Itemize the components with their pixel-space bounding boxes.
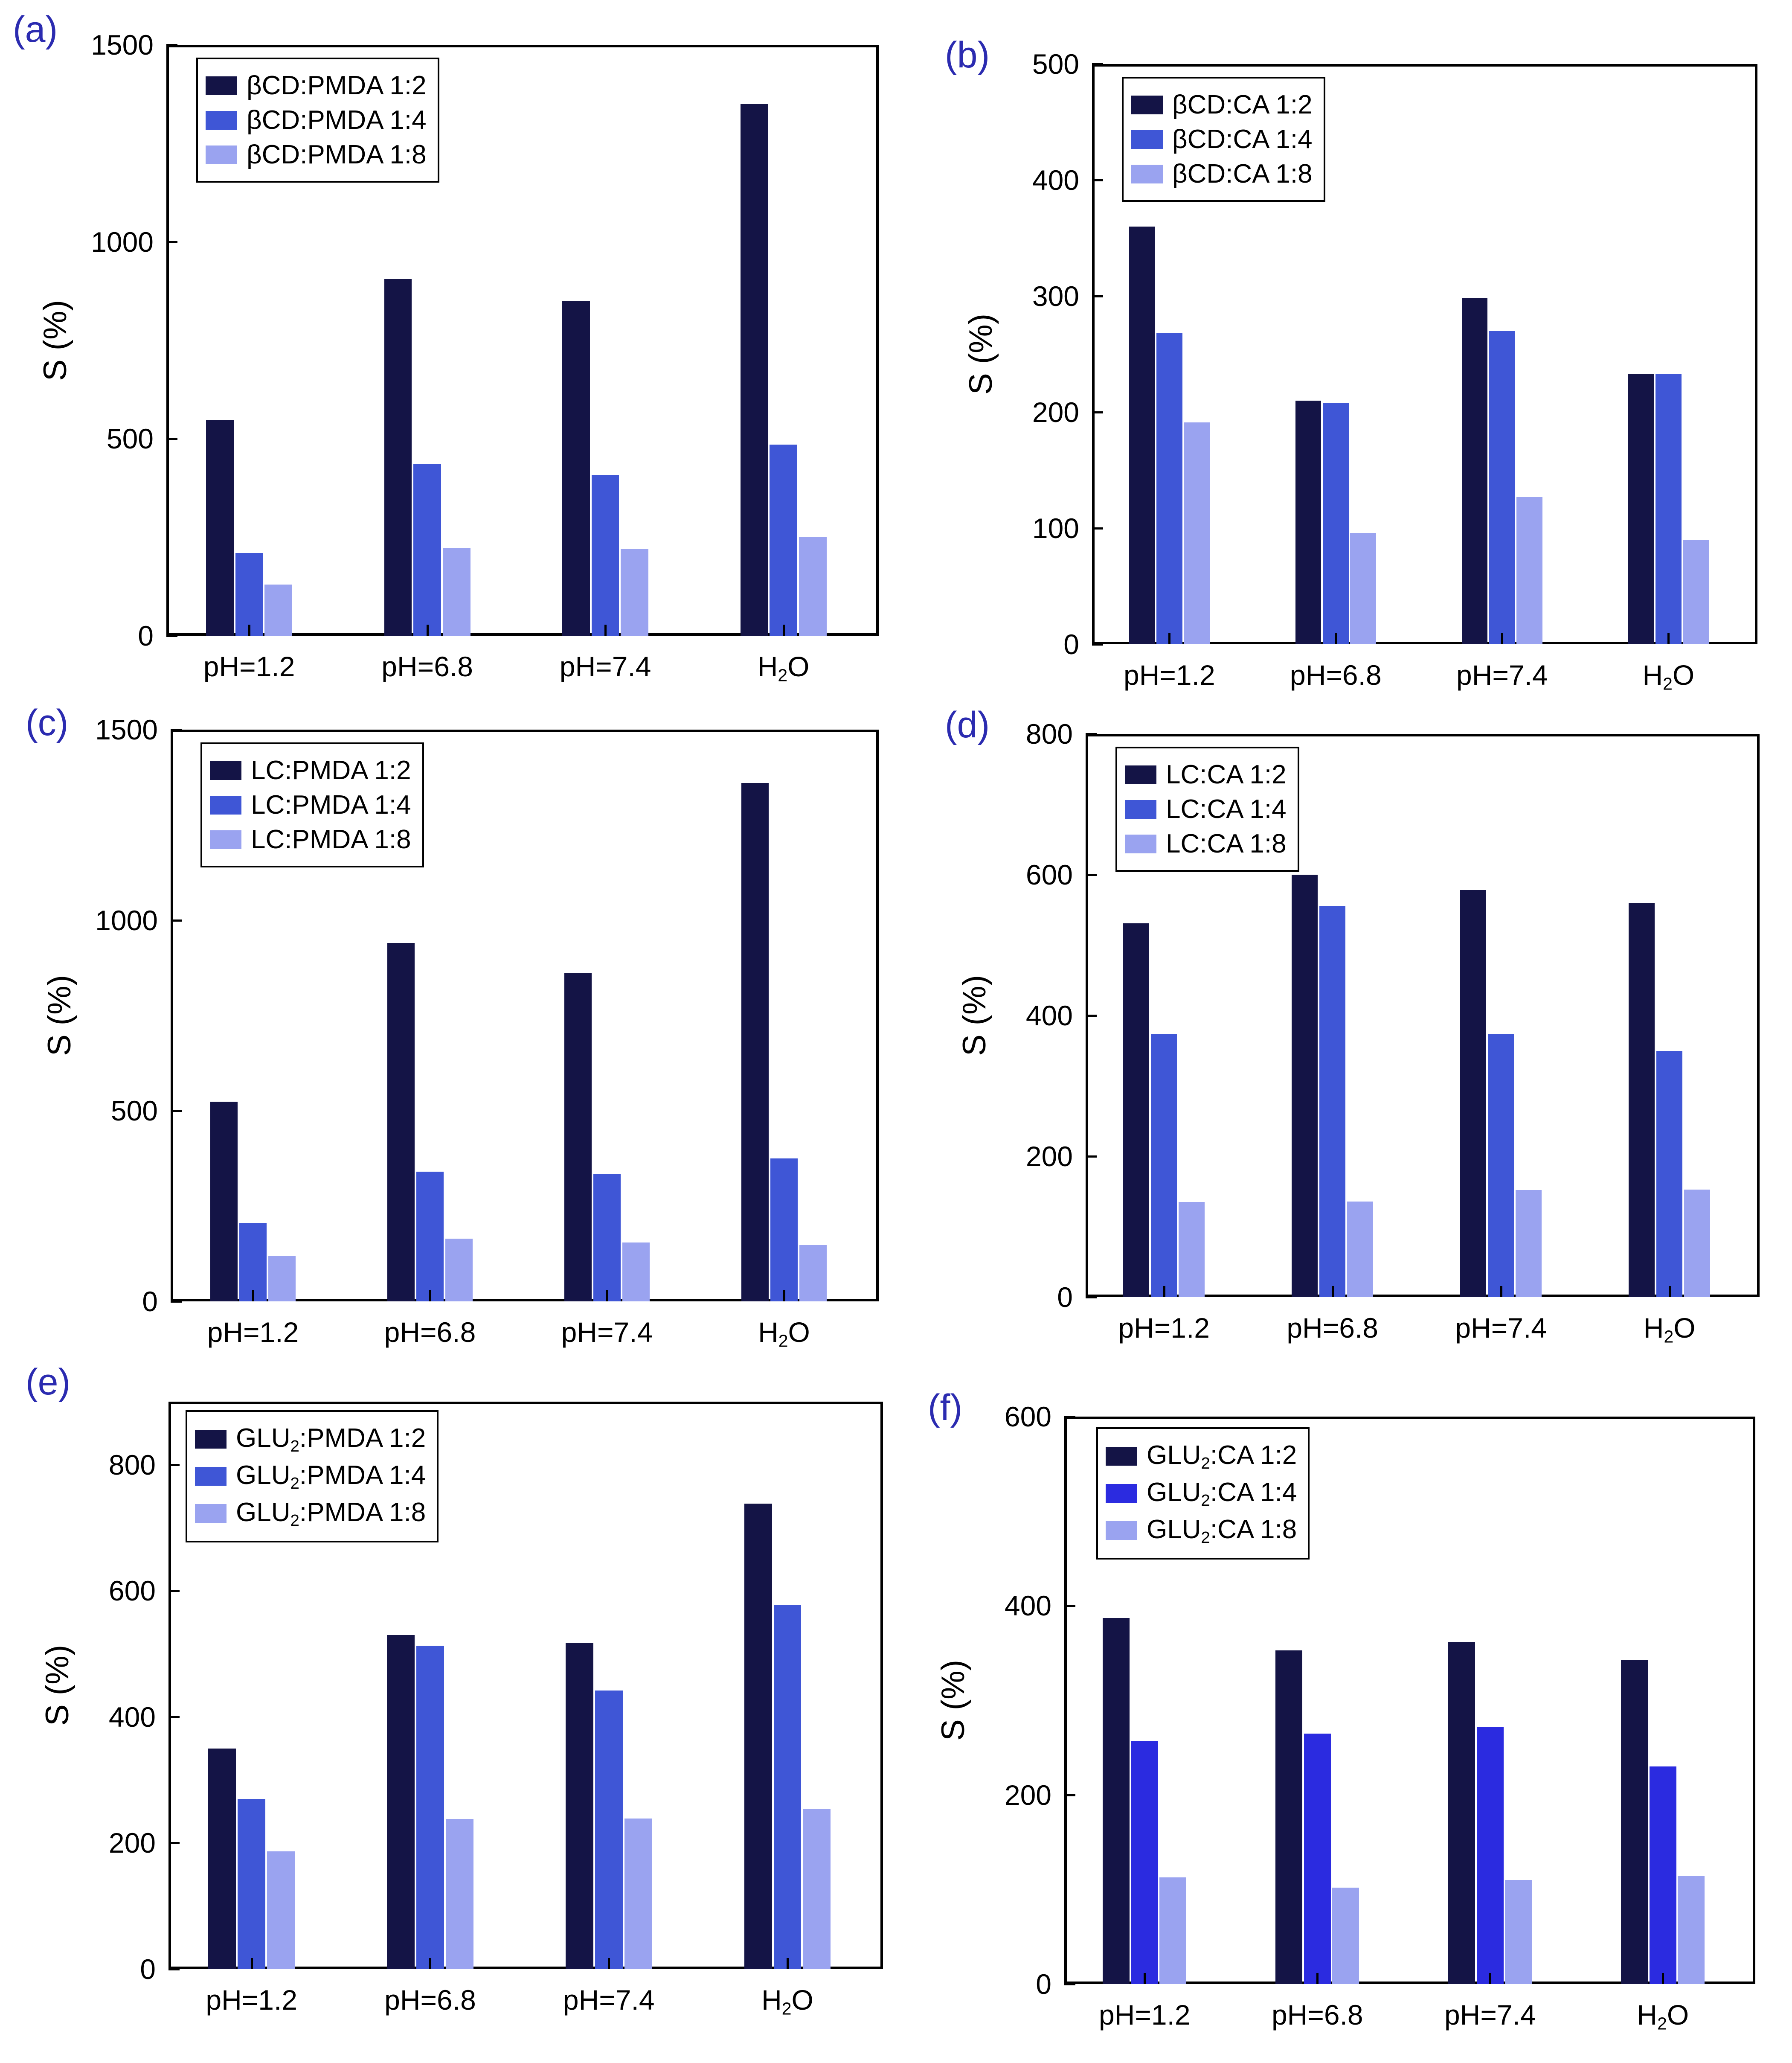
bar [268, 1256, 296, 1301]
x-tick-mark [1669, 1286, 1671, 1297]
y-tick-mark [171, 919, 182, 922]
bar [1179, 1202, 1205, 1297]
x-tick-mark [606, 1290, 608, 1301]
x-tick-mark [427, 625, 429, 636]
y-tick-label: 100 [1032, 512, 1079, 544]
legend-swatch [210, 761, 241, 780]
legend-item [1106, 1477, 1297, 1510]
x-tick-label: $H_2O$ [1643, 1312, 1696, 1347]
y-tick-label: 0 [1057, 1281, 1073, 1313]
legend-label: βCD:CA 1:4 [1172, 125, 1313, 154]
panel-tag-0: (a) [13, 9, 58, 50]
panel-tag-5: (f) [928, 1387, 963, 1428]
legend-swatch [1125, 835, 1156, 853]
bar [1684, 1190, 1710, 1297]
legend-label: $GLU_2:CA$ 1:4 [1147, 1477, 1297, 1510]
legend-swatch [206, 111, 237, 130]
y-axis-title-3: S (%) [956, 975, 993, 1056]
bar [1629, 903, 1655, 1297]
legend-item [1125, 794, 1287, 824]
bar [593, 1174, 621, 1301]
legend-1 [1122, 77, 1325, 202]
y-tick-mark [168, 1842, 180, 1844]
legend-item [1131, 124, 1313, 154]
bar [1448, 1642, 1475, 1984]
legend-5 [1096, 1427, 1310, 1560]
bar [774, 1605, 802, 1969]
legend-swatch [1125, 800, 1156, 819]
bar [592, 475, 619, 636]
x-tick-label: pH=6.8 [381, 651, 473, 682]
x-tick-mark [1144, 1973, 1146, 1984]
x-tick-label: pH=1.2 [1098, 1999, 1191, 2031]
bar [622, 1242, 650, 1301]
y-tick-label: 1500 [95, 714, 158, 745]
bar [446, 1819, 473, 1969]
legend-item [195, 1460, 426, 1493]
bar [624, 1819, 652, 1969]
y-tick-mark [168, 1716, 180, 1718]
bar [387, 943, 415, 1301]
legend-item [210, 755, 411, 786]
y-tick-mark [166, 44, 177, 46]
legend-label: βCD:PMDA 1:2 [247, 71, 427, 100]
bar [416, 1646, 444, 1969]
bar [1323, 403, 1348, 644]
y-tick-mark [1086, 733, 1097, 735]
bar [741, 104, 768, 636]
panel-tag-3: (d) [945, 704, 990, 745]
legend-item [195, 1423, 426, 1456]
bar [1131, 1741, 1158, 1984]
bar [1159, 1877, 1186, 1984]
bar [1655, 374, 1681, 644]
bar [239, 1223, 267, 1301]
x-tick-mark [1332, 1286, 1334, 1297]
panel-tag-4: (e) [26, 1362, 71, 1402]
legend-swatch [210, 796, 241, 815]
legend-4 [186, 1410, 439, 1542]
legend-swatch [210, 830, 241, 849]
bar [1347, 1202, 1373, 1297]
bar [210, 1102, 238, 1301]
x-tick-label: pH=6.8 [1290, 659, 1382, 691]
y-tick-mark [1092, 411, 1103, 413]
bar [1332, 1888, 1359, 1984]
x-tick-mark [1168, 633, 1170, 644]
y-tick-mark [1092, 63, 1103, 65]
legend-item [1106, 1514, 1297, 1547]
x-tick-mark [429, 1958, 431, 1969]
legend-item [1125, 759, 1287, 790]
bar [1505, 1880, 1532, 1984]
legend-item [1131, 159, 1313, 189]
bar [445, 1239, 473, 1301]
x-tick-mark [783, 1290, 785, 1301]
bar [1350, 533, 1376, 644]
bar [1151, 1034, 1177, 1297]
y-tick-label: 600 [108, 1575, 156, 1607]
x-tick-mark [1500, 1286, 1502, 1297]
legend-item [206, 105, 427, 135]
legend-swatch [195, 1430, 227, 1449]
legend-label: LC:CA 1:4 [1166, 794, 1287, 824]
y-axis-title-2: S (%) [41, 975, 78, 1056]
y-tick-label: 800 [108, 1449, 156, 1481]
y-tick-mark [1064, 1794, 1075, 1796]
legend-label: LC:PMDA 1:2 [251, 756, 411, 785]
x-tick-label: pH=6.8 [1287, 1312, 1379, 1344]
x-tick-mark [252, 1290, 254, 1301]
bar [1295, 401, 1321, 644]
bar [208, 1749, 236, 1969]
x-tick-label: $H_2O$ [757, 651, 810, 685]
legend-label: βCD:PMDA 1:8 [247, 140, 427, 169]
bar [1477, 1727, 1504, 1984]
y-axis-title-0: S (%) [37, 300, 73, 381]
bar [1488, 1034, 1514, 1297]
x-tick-mark [608, 1958, 610, 1969]
x-tick-mark [1335, 633, 1337, 644]
legend-label: LC:CA 1:8 [1166, 829, 1287, 858]
y-tick-mark [1064, 1983, 1075, 1985]
y-axis-title-4: S (%) [39, 1645, 76, 1726]
panel-tag-2: (c) [26, 702, 69, 743]
x-tick-mark [1662, 1973, 1664, 1984]
bar [1319, 906, 1345, 1297]
legend-swatch [1131, 165, 1163, 183]
bar [235, 553, 263, 636]
bar [1489, 331, 1515, 644]
bar [595, 1691, 623, 1969]
bar [1621, 1660, 1648, 1984]
y-tick-mark [1092, 643, 1103, 646]
x-tick-label: pH=1.2 [207, 1316, 299, 1348]
legend-swatch [1125, 765, 1156, 784]
bar [416, 1172, 444, 1301]
bar [238, 1799, 265, 1969]
legend-0 [196, 58, 439, 183]
y-tick-label: 1000 [91, 226, 154, 258]
bar [1129, 227, 1155, 644]
legend-swatch [1106, 1447, 1137, 1466]
y-tick-label: 600 [1025, 859, 1073, 890]
legend-label: $GLU_2:CA$ 1:8 [1147, 1514, 1297, 1547]
legend-swatch [1131, 96, 1163, 114]
y-tick-label: 200 [108, 1827, 156, 1859]
y-tick-mark [1086, 1296, 1097, 1298]
y-axis-title-5: S (%) [935, 1660, 971, 1741]
y-tick-mark [1092, 179, 1103, 181]
panel-tag-1: (b) [945, 35, 990, 76]
y-tick-label: 0 [140, 1953, 156, 1985]
y-tick-label: 1500 [91, 29, 154, 61]
y-tick-label: 400 [1004, 1590, 1051, 1622]
y-tick-mark [171, 1110, 182, 1112]
y-tick-mark [1086, 1155, 1097, 1158]
x-tick-label: $H_2O$ [1642, 659, 1695, 694]
bar [443, 548, 471, 636]
legend-label: $GLU_2:PMDA$ 1:4 [236, 1460, 426, 1493]
x-tick-label: $H_2O$ [761, 1984, 813, 2019]
x-tick-mark [783, 625, 785, 636]
y-tick-mark [171, 729, 182, 731]
x-tick-mark [248, 625, 250, 636]
legend-swatch [206, 145, 237, 164]
y-tick-mark [168, 1464, 180, 1466]
y-tick-label: 0 [138, 620, 154, 652]
legend-label: $GLU_2:PMDA$ 1:8 [236, 1497, 426, 1530]
x-tick-label: pH=7.4 [1456, 659, 1548, 691]
x-tick-label: pH=7.4 [1455, 1312, 1547, 1344]
bar [1304, 1734, 1331, 1984]
y-tick-mark [166, 438, 177, 440]
legend-label: LC:PMDA 1:4 [251, 790, 411, 820]
y-tick-mark [171, 1301, 182, 1303]
x-tick-label: pH=7.4 [563, 1984, 655, 2016]
legend-item [206, 140, 427, 170]
legend-swatch [1106, 1521, 1137, 1540]
bar [1184, 422, 1209, 644]
legend-item [210, 824, 411, 855]
x-tick-mark [1501, 633, 1503, 644]
bar [741, 783, 769, 1301]
bar [1516, 1190, 1542, 1297]
bar [264, 585, 292, 636]
x-tick-label: pH=6.8 [1271, 1999, 1363, 2031]
legend-swatch [1131, 130, 1163, 149]
legend-label: LC:PMDA 1:8 [251, 825, 411, 854]
x-tick-label: pH=7.4 [1444, 1999, 1536, 2031]
legend-item [210, 790, 411, 820]
x-tick-label: $H_2O$ [758, 1316, 810, 1351]
y-tick-label: 300 [1032, 280, 1079, 312]
x-tick-label: pH=1.2 [1118, 1312, 1210, 1344]
x-tick-mark [1489, 1973, 1491, 1984]
y-tick-label: 0 [1036, 1968, 1051, 2000]
x-tick-mark [429, 1290, 431, 1301]
x-tick-label: pH=6.8 [384, 1316, 476, 1348]
y-tick-label: 600 [1004, 1401, 1051, 1432]
legend-3 [1115, 747, 1299, 872]
x-tick-mark [787, 1958, 789, 1969]
y-tick-mark [1086, 1015, 1097, 1017]
bar [1292, 875, 1318, 1297]
y-axis-title-1: S (%) [963, 314, 999, 395]
bar [267, 1851, 295, 1969]
bar [799, 1245, 827, 1301]
y-tick-mark [1086, 874, 1097, 876]
x-tick-mark [1316, 1973, 1319, 1984]
y-tick-label: 400 [1032, 164, 1079, 196]
y-tick-label: 500 [106, 423, 154, 455]
legend-label: βCD:PMDA 1:4 [247, 105, 427, 135]
bar [413, 464, 441, 636]
y-tick-mark [1092, 527, 1103, 530]
legend-item [1106, 1440, 1297, 1473]
x-tick-mark [251, 1958, 253, 1969]
bar [1462, 298, 1487, 644]
legend-label: $GLU_2:PMDA$ 1:2 [236, 1423, 426, 1455]
legend-item [206, 70, 427, 101]
bar [387, 1635, 415, 1969]
y-tick-label: 500 [110, 1095, 158, 1127]
x-tick-label: pH=7.4 [561, 1316, 653, 1348]
y-tick-label: 800 [1025, 718, 1073, 750]
bar [770, 445, 797, 636]
bar [384, 279, 412, 636]
y-tick-mark [1092, 295, 1103, 297]
x-tick-label: pH=1.2 [1124, 659, 1215, 691]
bar [1683, 540, 1708, 644]
y-tick-label: 400 [1025, 1000, 1073, 1031]
bar [1678, 1876, 1705, 1984]
legend-label: βCD:CA 1:2 [1172, 90, 1313, 119]
x-tick-label: $H_2O$ [1637, 1999, 1689, 2034]
legend-2 [200, 742, 424, 867]
legend-item [1125, 829, 1287, 859]
y-tick-label: 200 [1025, 1141, 1073, 1172]
bar [1460, 890, 1486, 1297]
bar [1516, 497, 1542, 644]
legend-swatch [1106, 1484, 1137, 1503]
y-tick-mark [1064, 1416, 1075, 1418]
bar [1650, 1766, 1676, 1984]
y-tick-mark [168, 1968, 180, 1970]
y-tick-mark [166, 241, 177, 243]
y-tick-label: 1000 [95, 904, 158, 936]
bar [1628, 374, 1654, 644]
bar [799, 537, 827, 636]
legend-swatch [195, 1467, 227, 1486]
y-tick-label: 0 [142, 1286, 158, 1317]
bar [1103, 1618, 1130, 1984]
x-tick-mark [1667, 633, 1670, 644]
y-tick-label: 0 [1063, 629, 1079, 660]
legend-label: βCD:CA 1:8 [1172, 159, 1313, 189]
legend-label: LC:CA 1:2 [1166, 760, 1287, 789]
bar [564, 973, 592, 1301]
y-tick-mark [1064, 1605, 1075, 1607]
bar [621, 549, 648, 636]
legend-item [1131, 90, 1313, 120]
bar [566, 1643, 593, 1969]
bar [803, 1809, 831, 1969]
y-tick-label: 500 [1032, 48, 1079, 80]
bar [1156, 333, 1182, 644]
bar [770, 1158, 798, 1301]
y-tick-label: 400 [108, 1701, 156, 1733]
y-tick-mark [166, 635, 177, 637]
y-tick-label: 200 [1004, 1779, 1051, 1811]
bar [1656, 1051, 1682, 1298]
x-tick-mark [604, 625, 607, 636]
legend-swatch [195, 1504, 227, 1523]
bar [1123, 923, 1149, 1297]
legend-swatch [206, 76, 237, 95]
bar [1275, 1650, 1302, 1984]
x-tick-label: pH=1.2 [206, 1984, 298, 2016]
x-tick-label: pH=1.2 [203, 651, 295, 682]
legend-label: $GLU_2:CA$ 1:2 [1147, 1440, 1297, 1472]
bar [562, 301, 590, 636]
legend-item [195, 1497, 426, 1530]
bar [206, 420, 234, 636]
x-tick-label: pH=7.4 [559, 651, 651, 682]
bar [744, 1504, 772, 1969]
x-tick-mark [1163, 1286, 1165, 1297]
y-tick-mark [168, 1590, 180, 1592]
x-tick-label: pH=6.8 [384, 1984, 476, 2016]
y-tick-label: 200 [1032, 396, 1079, 428]
